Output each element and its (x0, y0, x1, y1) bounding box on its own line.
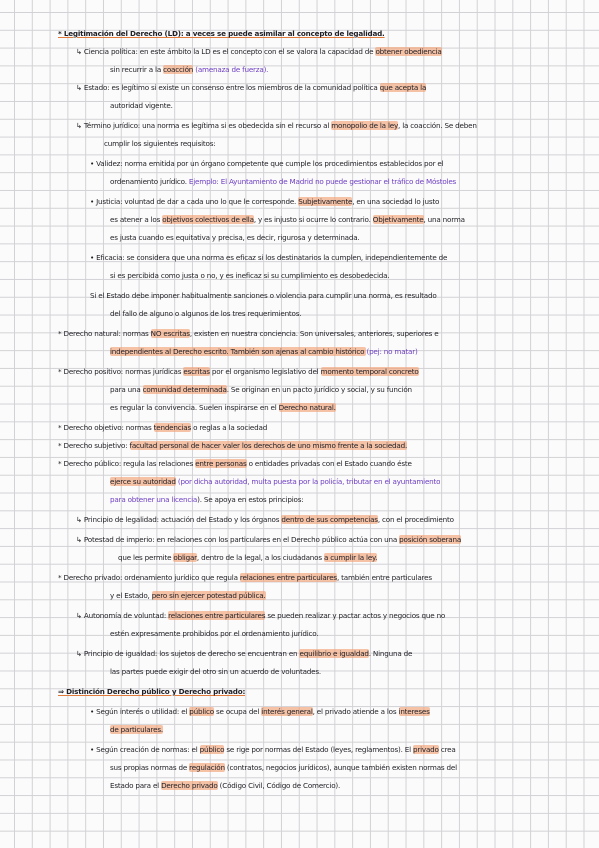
highlight: obtener obediencia (375, 47, 442, 56)
highlight: Objetivamente (372, 215, 424, 224)
note-line (76, 648, 412, 660)
note-line (76, 46, 442, 58)
note-text: * Derecho subjetivo: (58, 441, 130, 450)
note-text: del fallo de alguno o algunos de los tres requerimientos. (110, 309, 302, 318)
highlight: NO escritas (150, 329, 190, 338)
note-example: (por dicha autoridad, multa puesta por la policía, tributar en el ayuntamiento (175, 477, 441, 486)
note-text: (contratos, negocios jurídicos), aunque también existen normas del (224, 763, 457, 772)
highlight: comunidad determinada (142, 385, 227, 394)
highlight: de particulares. (110, 725, 163, 734)
highlight: entre personas (195, 459, 247, 468)
highlight: independientes al Derecho escrito. También son ajenas al cambio histórico (110, 347, 367, 356)
note-text: , con el procedimiento (377, 515, 454, 524)
note-line (58, 366, 419, 378)
highlight: equilibrio e igualdad (299, 649, 369, 658)
note-text: Estado para el (110, 781, 162, 790)
note-text: y el Estado, (110, 591, 152, 600)
note-text: es atener a los (110, 215, 163, 224)
heading-distincion: ⇒ Distinción Derecho público y Derecho privado: (58, 687, 246, 696)
note-line (104, 138, 216, 150)
highlight: intereses (398, 707, 430, 716)
note-text: para una (110, 385, 143, 394)
note-line (110, 270, 389, 282)
note-text: * Derecho natural: normas (58, 329, 151, 338)
note-text: , una norma (423, 215, 465, 224)
note-line (110, 590, 266, 602)
note-line (90, 158, 443, 170)
note-line (58, 458, 412, 470)
note-line (110, 346, 418, 358)
note-text: ↳ Estado: es legítimo si existe un consenso entre los miembros de la comunidad política (76, 83, 380, 92)
note-line (90, 290, 437, 302)
note-text: si es percibida como justa o no, y es ineficaz si su cumplimiento es desobedecida. (110, 271, 390, 280)
note-line (110, 100, 173, 112)
note-text: , el privado atiende a los (312, 707, 399, 716)
highlight: Subjetivamente (298, 197, 353, 206)
highlight: público (189, 707, 214, 716)
note-line (90, 706, 430, 718)
note-text: ↳ Ciencia política: en este ámbito la LD es el concepto con el se valora la capacidad de (76, 47, 376, 56)
note-line (90, 252, 447, 264)
note-line (118, 552, 377, 564)
note-text: ↳ Principio de legalidad: actuación del Estado y los órganos (76, 515, 282, 524)
note-text: sus propias normas de (110, 763, 190, 772)
note-text: • Justicia: voluntad de dar a cada uno lo que le corresponde. (90, 197, 299, 206)
note-line (110, 232, 360, 244)
highlight: público (199, 745, 225, 754)
highlight: relaciones entre particulares (239, 573, 337, 582)
note-text: ). Se apoya en estos principios: (197, 495, 304, 504)
note-text: ↳ Principio de igualdad: los sujetos de derecho se encuentran en (76, 649, 300, 658)
note-text: , la coacción. Se deben (398, 121, 477, 130)
note-text: se pueden realizar y pactar actos y negocios que no (265, 611, 446, 620)
note-line (76, 534, 461, 546)
note-text: o entidades privadas con el Estado cuando éste (246, 459, 412, 468)
highlight: monopolio de la ley (331, 121, 399, 130)
highlight: pero sin ejercer potestad pública. (151, 591, 266, 600)
note-text: o reglas a la sociedad (191, 423, 268, 432)
highlight: Derecho privado (161, 781, 218, 790)
highlight: posición soberana (399, 535, 462, 544)
highlight: coacción (163, 65, 194, 74)
note-text: , también entre particulares (336, 573, 432, 582)
note-example: para obtener una licencia (110, 495, 198, 504)
note-text: * Derecho público: regula las relaciones (58, 459, 196, 468)
note-text: , dentro de la legal, a los ciudadanos (196, 553, 324, 562)
highlight: obligar (173, 553, 197, 562)
note-line (110, 308, 301, 320)
highlight: Derecho natural. (278, 403, 336, 412)
highlight: ejerce su autoridad (110, 477, 176, 486)
note-text: • Validez: norma emitida por un órgano competente que cumple los procedimientos establecidos por el (90, 159, 444, 168)
note-text: • Según creación de normas: el (90, 745, 200, 754)
note-text: ↳ Término jurídico: una norma es legítima si es obedecida sin el recurso al (76, 121, 332, 130)
note-line (58, 440, 407, 452)
note-text: , existen en nuestra conciencia. Son universales, anteriores, superiores e (189, 329, 439, 338)
note-line (76, 82, 426, 94)
note-text: (Código Civil, Código de Comercio). (217, 781, 341, 790)
note-line (110, 628, 318, 640)
highlight: objetivos colectivos de ella (162, 215, 254, 224)
note-line (90, 744, 456, 756)
note-text: que les permite (118, 553, 174, 562)
note-text: es justa cuando es equitativa y precisa, es decir, rigurosa y determinada. (110, 233, 360, 242)
note-text: cumplir los siguientes requisitos: (104, 139, 216, 148)
note-line (110, 666, 321, 678)
note-line (110, 384, 412, 396)
note-text: Si el Estado debe imponer habitualmente sanciones o violencia para cumplir una norma, es resultado (90, 291, 437, 300)
note-text: , en una sociedad lo justo (352, 197, 440, 206)
note-text: , y es injusto si ocurre lo contrario. (253, 215, 373, 224)
note-example: Ejemplo: El Ayuntamiento de Madrid no puede gestionar el tráfico de Móstoles (188, 177, 457, 186)
note-text: por el organismo legislativo del (209, 367, 321, 376)
note-line (58, 572, 432, 584)
note-text: es regular la convivencia. Suelen inspirarse en el (110, 403, 279, 412)
note-line (90, 196, 439, 208)
note-text: crea (438, 745, 456, 754)
note-line (110, 780, 340, 792)
note-line (110, 64, 268, 76)
note-line (76, 120, 477, 132)
highlight: a cumplir la ley. (323, 553, 378, 562)
note-text: se ocupa del (213, 707, 262, 716)
highlight: interés general (261, 707, 313, 716)
note-text: . Se originan en un pacto jurídico y social, y su función (226, 385, 412, 394)
highlight: relaciones entre particulares (168, 611, 266, 620)
note-text: * Derecho objetivo: normas (58, 423, 154, 432)
note-line (58, 328, 439, 340)
note-text: ↳ Potestad de imperio: en relaciones con los particulares en el Derecho público actúa con una (76, 535, 400, 544)
note-line (76, 514, 454, 526)
note-text: • Eficacia: se considera que una norma es eficaz si los destinatarios la cumplen, independientemente de (90, 253, 448, 262)
highlight: dentro de sus competencias (281, 515, 378, 524)
note-text: . Ninguna de (368, 649, 413, 658)
note-text: las partes puede exigir del otro sin un acuerdo de voluntades. (110, 667, 321, 676)
note-text: * Derecho privado: ordenamiento jurídico que regula (58, 573, 240, 582)
handwritten-notes (0, 28, 599, 818)
highlight: momento temporal concreto (320, 367, 419, 376)
note-line (110, 476, 440, 488)
note-text: se rige por normas del Estado (leyes, reglamentos). El (224, 745, 413, 754)
highlight: regulación (189, 763, 225, 772)
note-text: autoridad vigente. (110, 101, 173, 110)
note-line (110, 724, 163, 736)
note-example: (pej: no matar) (366, 347, 418, 356)
note-line (110, 176, 456, 188)
note-line (58, 28, 385, 40)
note-line (58, 422, 267, 434)
highlight: facultad personal de hacer valer los derechos de uno mismo frente a la sociedad. (129, 441, 408, 450)
note-text: ↳ Autonomía de voluntad: (76, 611, 169, 620)
note-text: • Según interés o utilidad: el (90, 707, 190, 716)
highlight: tendencias (153, 423, 192, 432)
highlight: escritas (183, 367, 210, 376)
note-line (76, 610, 445, 622)
note-aside: (amenaza de fuerza). (193, 65, 269, 74)
note-text: ordenamiento jurídico. (110, 177, 189, 186)
note-line (110, 494, 303, 506)
note-text: estén expresamente prohibidos por el ordenamiento jurídico. (110, 629, 319, 638)
highlight: privado (413, 745, 439, 754)
note-line (58, 686, 245, 698)
heading-legitimacion: * Legitimación del Derecho (LD): a veces se puede asimilar al concepto de legalidad. (58, 29, 385, 38)
highlight: que acepta la (379, 83, 427, 92)
note-text: sin recurrir a la (110, 65, 164, 74)
note-line (110, 762, 457, 774)
note-line (110, 402, 336, 414)
note-line (110, 214, 465, 226)
note-text: * Derecho positivo: normas jurídicas (58, 367, 184, 376)
